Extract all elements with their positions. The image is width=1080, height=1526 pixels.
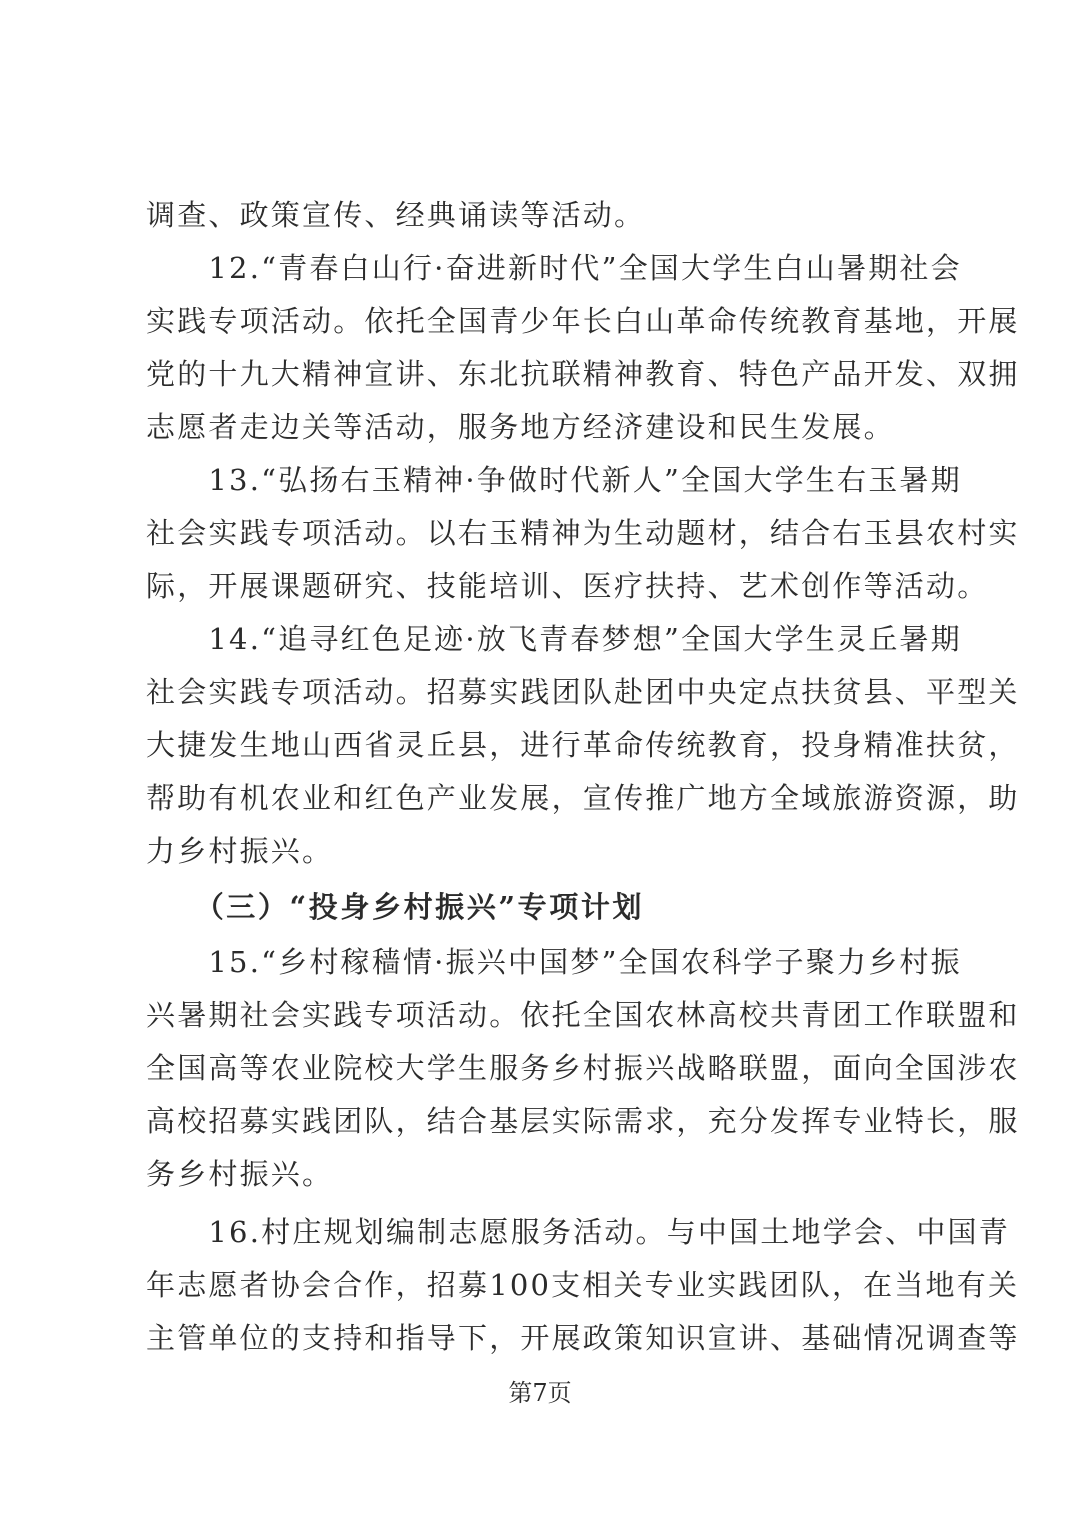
- body-line: 大捷发生地山西省灵丘县，进行革命传统教育，投身精准扶贫，: [146, 728, 1020, 762]
- body-line: 兴暑期社会实践专项活动。依托全国农林高校共青团工作联盟和: [146, 998, 1020, 1032]
- body-line: 志愿者走边关等活动，服务地方经济建设和民生发展。: [146, 410, 895, 444]
- body-line: 主管单位的支持和指导下，开展政策知识宣讲、基础情况调查等: [146, 1321, 1020, 1355]
- body-line: 帮助有机农业和红色产业发展，宣传推广地方全域旅游资源，助: [146, 781, 1020, 815]
- body-line: 14.“追寻红色足迹·放飞青春梦想”全国大学生灵丘暑期: [146, 622, 962, 656]
- body-line: 年志愿者协会合作，招募100支相关专业实践团队，在当地有关: [146, 1268, 1020, 1302]
- body-line: 16.村庄规划编制志愿服务活动。与中国土地学会、中国青: [146, 1215, 1010, 1249]
- section-heading: （三）“投身乡村振兴”专项计划: [146, 890, 645, 924]
- body-line: 实践专项活动。依托全国青少年长白山革命传统教育基地，开展: [146, 304, 1020, 338]
- body-line: 务乡村振兴。: [146, 1157, 334, 1191]
- body-line: 际，开展课题研究、技能培训、医疗扶持、艺术创作等活动。: [146, 569, 989, 603]
- body-line: 12.“青春白山行·奋进新时代”全国大学生白山暑期社会: [146, 251, 962, 285]
- body-line: 高校招募实践团队，结合基层实际需求，充分发挥专业特长，服: [146, 1104, 1020, 1138]
- page-number: 第7页: [508, 1379, 572, 1407]
- body-line: 社会实践专项活动。以右玉精神为生动题材，结合右玉县农村实: [146, 516, 1020, 550]
- body-line: 调查、政策宣传、经典诵读等活动。: [146, 198, 646, 232]
- body-line: 党的十九大精神宣讲、东北抗联精神教育、特色产品开发、双拥: [146, 357, 1020, 391]
- body-line: 15.“乡村稼穑情·振兴中国梦”全国农科学子聚力乡村振: [146, 945, 962, 979]
- body-line: 社会实践专项活动。招募实践团队赴团中央定点扶贫县、平型关: [146, 675, 1020, 709]
- body-line: 全国高等农业院校大学生服务乡村振兴战略联盟，面向全国涉农: [146, 1051, 1020, 1085]
- body-line: 力乡村振兴。: [146, 834, 334, 868]
- body-line: 13.“弘扬右玉精神·争做时代新人”全国大学生右玉暑期: [146, 463, 962, 497]
